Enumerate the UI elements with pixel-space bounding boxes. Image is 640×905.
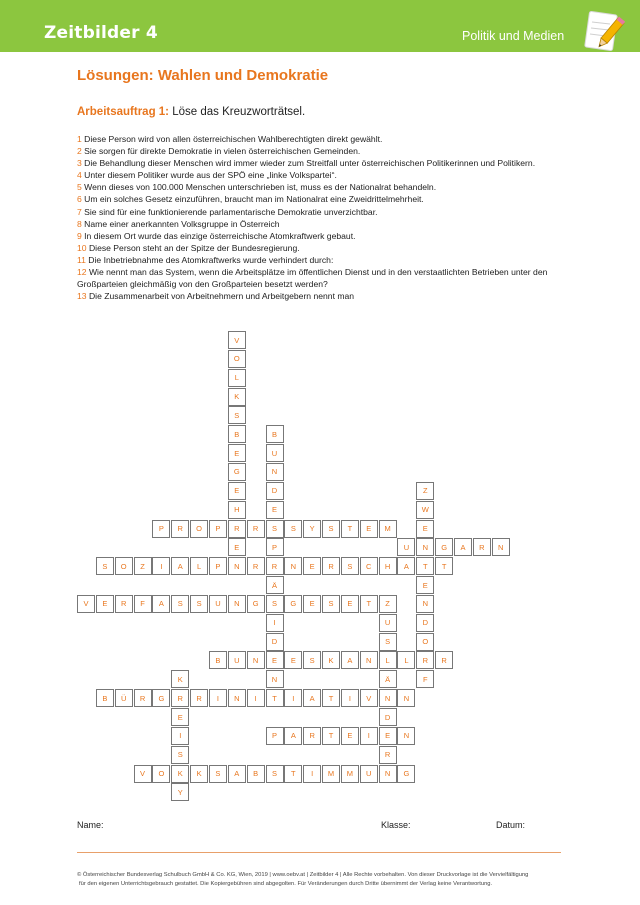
clue-text: Diese Person steht an der Spitze der Bundesregierung.: [86, 242, 300, 253]
crossword-cell: N: [397, 689, 415, 707]
crossword-cell: P: [209, 557, 227, 575]
crossword-cell: S: [322, 520, 340, 538]
crossword-cell: I: [303, 765, 321, 783]
crossword-cell: A: [397, 557, 415, 575]
date-field-label: Datum:: [496, 820, 526, 830]
crossword-cell: L: [228, 369, 246, 387]
crossword-cell: N: [247, 651, 265, 669]
crossword-cell: E: [266, 501, 284, 519]
crossword-cell: N: [416, 595, 434, 613]
crossword-cell: P: [266, 538, 284, 556]
clue-text: Diese Person wird von allen österreichischen Wahlberechtigten direkt gewählt.: [81, 134, 383, 144]
crossword-cell: H: [228, 501, 246, 519]
crossword-cell: N: [228, 689, 246, 707]
crossword-cell: R: [134, 689, 152, 707]
brand-title: Zeitbilder 4: [44, 23, 158, 43]
crossword-cell: V: [228, 331, 246, 349]
crossword-cell: R: [247, 557, 265, 575]
crossword-cell: T: [416, 557, 434, 575]
crossword-cell: R: [190, 689, 208, 707]
crossword-cell: M: [341, 765, 359, 783]
crossword-cell: Y: [303, 520, 321, 538]
crossword-cell: N: [416, 538, 434, 556]
crossword-cell: E: [171, 708, 189, 726]
clue-number: 2: [77, 146, 82, 157]
crossword-cell: E: [341, 595, 359, 613]
crossword-cell: E: [266, 651, 284, 669]
crossword-cell: R: [435, 651, 453, 669]
clue-number: 1: [77, 134, 82, 144]
crossword-cell: R: [303, 727, 321, 745]
crossword-cell: O: [152, 765, 170, 783]
crossword-cell: T: [435, 557, 453, 575]
crossword-cell: G: [284, 595, 302, 613]
crossword-cell: A: [454, 538, 472, 556]
clue-item: [77, 169, 577, 181]
task-text: Löse das Kreuzworträtsel.: [169, 106, 306, 118]
crossword-cell: N: [379, 689, 397, 707]
crossword-cell: S: [341, 557, 359, 575]
crossword-cell: S: [190, 595, 208, 613]
crossword-cell: N: [284, 557, 302, 575]
clue-item: [77, 290, 577, 302]
crossword-cell: S: [96, 557, 114, 575]
crossword-cell: S: [266, 765, 284, 783]
clue-number: 8: [77, 218, 82, 229]
crossword-cell: R: [171, 689, 189, 707]
crossword-cell: H: [379, 557, 397, 575]
crossword-cell: Ü: [115, 689, 133, 707]
crossword-cell: G: [152, 689, 170, 707]
crossword-cell: I: [341, 689, 359, 707]
crossword-cell: K: [228, 388, 246, 406]
crossword-cell: C: [360, 557, 378, 575]
clue-item: [77, 230, 577, 242]
crossword-cell: B: [96, 689, 114, 707]
crossword-cell: S: [209, 765, 227, 783]
crossword-cell: T: [322, 689, 340, 707]
crossword-cell: N: [397, 727, 415, 745]
class-field-label: Klasse:: [381, 820, 411, 830]
crossword-cell: U: [397, 538, 415, 556]
crossword-cell: O: [115, 557, 133, 575]
crossword-cell: T: [341, 520, 359, 538]
clue-item: [77, 181, 577, 193]
clue-number: 7: [77, 206, 82, 217]
crossword-cell: T: [284, 765, 302, 783]
crossword-cell: K: [190, 765, 208, 783]
crossword-cell: Z: [416, 482, 434, 500]
crossword-cell: W: [416, 501, 434, 519]
crossword-cell: G: [397, 765, 415, 783]
clue-number: 3: [77, 158, 82, 169]
page-title: Lösungen: Wahlen und Demokratie: [77, 67, 329, 84]
crossword-cell: S: [171, 746, 189, 764]
crossword-cell: V: [360, 689, 378, 707]
crossword-cell: S: [266, 520, 284, 538]
crossword-cell: M: [322, 765, 340, 783]
crossword-cell: N: [266, 463, 284, 481]
clue-item: [77, 145, 577, 157]
crossword-cell: A: [303, 689, 321, 707]
crossword-cell: U: [228, 651, 246, 669]
crossword-cell: A: [284, 727, 302, 745]
crossword-cell: I: [171, 727, 189, 745]
crossword-cell: I: [209, 689, 227, 707]
subject-label: Politik und Medien: [462, 29, 565, 43]
copyright-footer: [77, 871, 567, 889]
crossword-cell: B: [209, 651, 227, 669]
crossword-cell: T: [322, 727, 340, 745]
crossword-cell: S: [303, 651, 321, 669]
crossword-cell: G: [435, 538, 453, 556]
crossword-cell: U: [379, 614, 397, 632]
crossword-cell: D: [266, 482, 284, 500]
crossword-cell: T: [266, 689, 284, 707]
crossword-cell: S: [266, 595, 284, 613]
crossword-cell: N: [228, 595, 246, 613]
crossword-cell: S: [322, 595, 340, 613]
crossword-cell: R: [171, 520, 189, 538]
crossword-cell: N: [360, 651, 378, 669]
crossword-cell: U: [360, 765, 378, 783]
crossword-cell: O: [416, 633, 434, 651]
crossword-cell: D: [266, 633, 284, 651]
crossword-cell: A: [171, 557, 189, 575]
crossword-cell: B: [247, 765, 265, 783]
crossword-cell: N: [379, 765, 397, 783]
crossword-cell: E: [303, 595, 321, 613]
crossword-cell: S: [284, 520, 302, 538]
clue-text: In diesem Ort wurde das einzige österreichische Atomkraftwerk gebaut.: [81, 230, 356, 241]
crossword-cell: E: [303, 557, 321, 575]
clue-text: Wie nennt man das System, wenn die Arbeitsplätze im öffentlichen Dienst und in den verstaatlichten Betrieben unter den Großparteien gleichmäßig von den Großparteien besetzt werden?: [77, 267, 548, 290]
crossword-cell: E: [228, 482, 246, 500]
crossword-cell: E: [96, 595, 114, 613]
clue-item: [77, 133, 577, 145]
crossword-cell: E: [360, 520, 378, 538]
clue-item: [77, 266, 577, 290]
crossword-cell: R: [266, 557, 284, 575]
crossword-cell: I: [152, 557, 170, 575]
crossword-cell: P: [152, 520, 170, 538]
crossword-cell: R: [115, 595, 133, 613]
crossword-cell: S: [379, 633, 397, 651]
task-instruction: [77, 106, 305, 118]
clue-number: 10: [77, 242, 87, 253]
crossword-cell: R: [416, 651, 434, 669]
clue-text: Wenn dieses von 100.000 Menschen unterschrieben ist, muss es der Nationalrat behandeln.: [81, 182, 437, 193]
crossword-cell: L: [190, 557, 208, 575]
crossword-cell: U: [266, 444, 284, 462]
crossword-cell: D: [379, 708, 397, 726]
clue-text: Unter diesem Politiker wurde aus der SPÖ eine „linke Volkspartei“.: [81, 170, 337, 181]
crossword-cell: S: [228, 406, 246, 424]
crossword-cell: I: [247, 689, 265, 707]
clue-number: 6: [77, 194, 82, 205]
crossword-cell: E: [228, 538, 246, 556]
clue-text: Sie sind für eine funktionierende parlamentarische Demokratie unverzichtbar.: [81, 206, 378, 217]
crossword-cell: P: [209, 520, 227, 538]
crossword-cell: A: [228, 765, 246, 783]
crossword-cell: G: [228, 463, 246, 481]
footer-divider: [77, 852, 561, 853]
crossword-cell: L: [379, 651, 397, 669]
crossword-cell: O: [190, 520, 208, 538]
crossword-cell: N: [492, 538, 510, 556]
clue-text: Name einer anerkannten Volksgruppe in Österreich: [81, 218, 280, 229]
crossword-cell: I: [266, 614, 284, 632]
crossword-cell: R: [247, 520, 265, 538]
crossword-cell: F: [134, 595, 152, 613]
pencil-paper-icon: [578, 8, 626, 56]
crossword-cell: V: [77, 595, 95, 613]
crossword-cell: B: [266, 425, 284, 443]
clue-number: 4: [77, 170, 82, 181]
crossword-cell: E: [379, 727, 397, 745]
crossword-cell: R: [473, 538, 491, 556]
clue-number: 12: [77, 267, 87, 278]
crossword-cell: N: [266, 670, 284, 688]
crossword-cell: A: [341, 651, 359, 669]
clue-item: [77, 206, 577, 218]
crossword-cell: K: [171, 670, 189, 688]
crossword-cell: A: [152, 595, 170, 613]
crossword-cell: E: [228, 444, 246, 462]
clue-text: Sie sorgen für direkte Demokratie in vielen österreichischen Gemeinden.: [81, 146, 361, 157]
crossword-cell: L: [397, 651, 415, 669]
crossword-cell: K: [171, 765, 189, 783]
crossword-cell: N: [228, 557, 246, 575]
crossword-cell: K: [322, 651, 340, 669]
clue-text: Die Inbetriebnahme des Atomkraftwerks wurde verhindert durch:: [85, 254, 334, 265]
crossword-cell: D: [416, 614, 434, 632]
crossword-cell: M: [379, 520, 397, 538]
clue-item: [77, 218, 577, 230]
crossword-cell: E: [416, 576, 434, 594]
clue-text: Die Behandlung dieser Menschen wird immer wieder zum Streitfall unter österreichischen Politikerinnen und Politikern.: [81, 158, 536, 169]
crossword-cell: U: [209, 595, 227, 613]
crossword-cell: G: [247, 595, 265, 613]
crossword-cell: R: [322, 557, 340, 575]
clue-number: 13: [77, 291, 87, 302]
clue-number: 9: [77, 230, 82, 241]
crossword-cell: Ä: [266, 576, 284, 594]
clue-number: 5: [77, 182, 82, 193]
crossword-cell: P: [266, 727, 284, 745]
crossword-cell: S: [171, 595, 189, 613]
footer-line-2: für den eigenen Unterrichtsgebrauch gestattet. Die Kopiergebühren sind abgegolten. Für Veränderungen durch Dritte übernimmt der Verlag keine Verantwortung.: [79, 881, 493, 887]
clue-item: [77, 254, 577, 266]
crossword-cell: R: [379, 746, 397, 764]
crossword-cell: B: [228, 425, 246, 443]
crossword-cell: I: [284, 689, 302, 707]
crossword-cell: O: [228, 350, 246, 368]
crossword-cell: T: [360, 595, 378, 613]
clue-list: [77, 133, 577, 302]
clue-item: [77, 193, 577, 205]
crossword-cell: R: [228, 520, 246, 538]
crossword-cell: E: [284, 651, 302, 669]
name-field-label: Name:: [77, 820, 104, 830]
crossword-cell: V: [134, 765, 152, 783]
crossword-cell: E: [341, 727, 359, 745]
clue-item: [77, 157, 577, 169]
clue-text: Die Zusammenarbeit von Arbeitnehmern und Arbeitgebern nennt man: [86, 291, 355, 302]
crossword-cell: I: [360, 727, 378, 745]
task-label: Arbeitsauftrag 1:: [77, 106, 170, 118]
crossword-cell: Y: [171, 783, 189, 801]
crossword-cell: Z: [134, 557, 152, 575]
crossword-cell: Ä: [379, 670, 397, 688]
footer-line-1: © Österreichischer Bundesverlag Schulbuch GmbH & Co. KG, Wien, 2019 | www.oebv.at | Zeitbilder 4 | Alle Rechte vorbehalten. Von dieser Druckvorlage ist die Vervielfältigung: [77, 872, 529, 878]
clue-item: [77, 242, 577, 254]
crossword-cell: Z: [379, 595, 397, 613]
clue-text: Um ein solches Gesetz einzuführen, braucht man im Nationalrat eine Zweidrittelmehrheit.: [81, 194, 424, 205]
crossword-cell: F: [416, 670, 434, 688]
header-bar: [0, 0, 640, 52]
crossword-cell: E: [416, 520, 434, 538]
clue-number: 11: [77, 254, 86, 265]
